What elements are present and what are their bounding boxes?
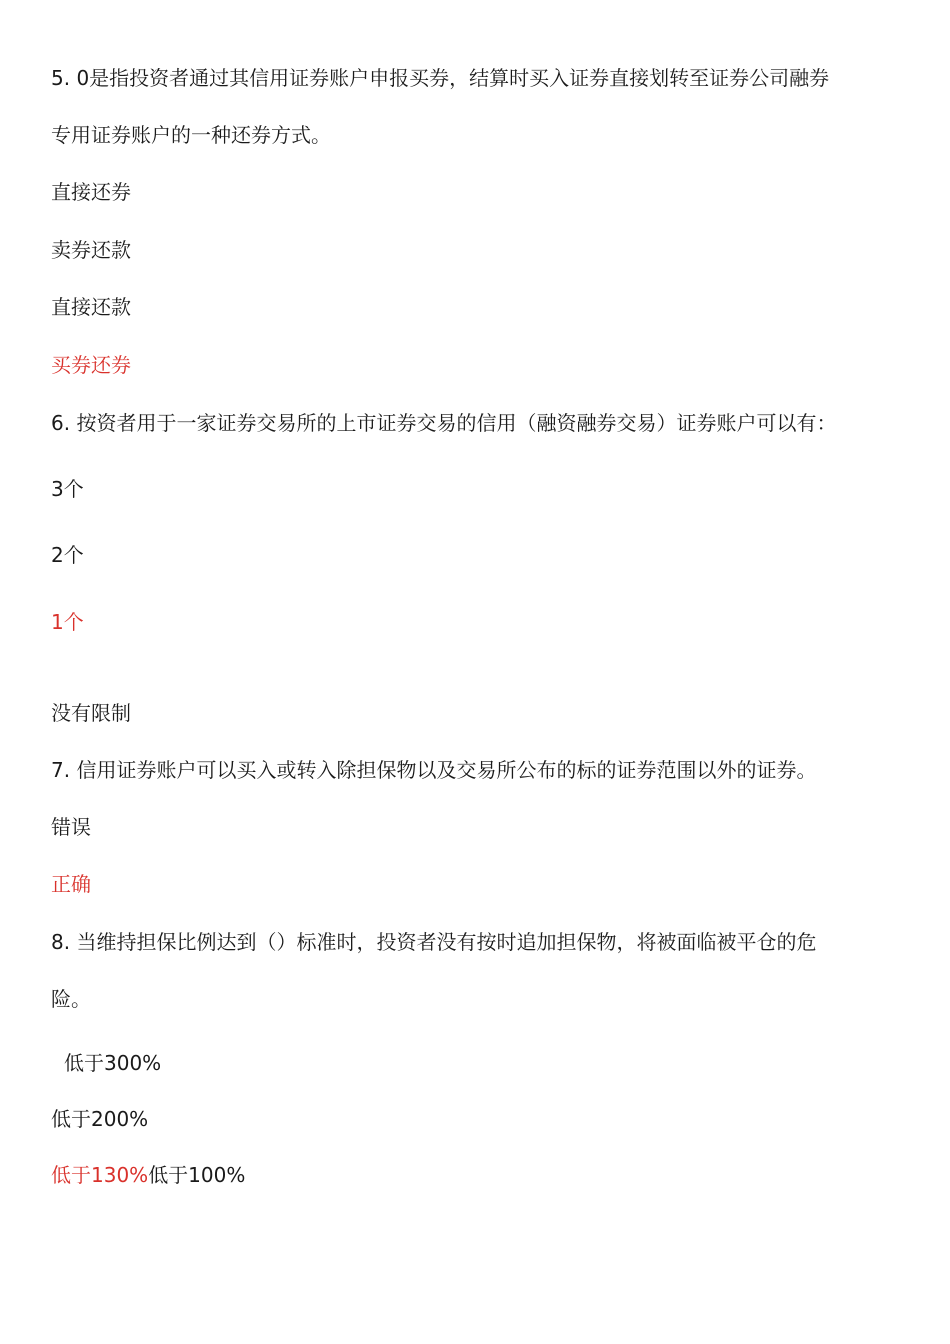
question-prompt-continued: 险。: [51, 987, 91, 1011]
question-prompt-continued: 专用证券账户的一种还券方式。: [51, 123, 331, 147]
option-text: 2个: [51, 543, 84, 567]
correct-answer-option: 低于130%: [51, 1163, 149, 1187]
correct-answer-option: 买券还券: [51, 353, 131, 377]
question-prompt: 5. 0是指投资者通过其信用证券账户申报买券，结算时买入证券直接划转至证券公司融券: [51, 66, 830, 90]
correct-answer-option: 正确: [51, 872, 91, 896]
question-prompt: 6. 按资者用于一家证券交易所的上市证券交易的信用（融资融券交易）证券账户可以有：: [51, 411, 837, 435]
question-prompt: 8. 当维持担保比例达到（）标准时，投资者没有按时追加担保物，将被面临被平仓的危: [51, 930, 817, 954]
question-prompt: 7. 信用证券账户可以买入或转入除担保物以及交易所公布的标的证券范围以外的证券。: [51, 758, 817, 782]
option-text: 低于100%: [148, 1163, 246, 1187]
option-text: 直接还款: [51, 295, 131, 319]
option-text: 低于200%: [51, 1107, 149, 1131]
option-text: 3个: [51, 477, 84, 501]
correct-answer-option: 1个: [51, 610, 84, 634]
option-text: 错误: [51, 815, 91, 839]
option-row: [51, 1163, 245, 1187]
option-text: 卖券还款: [51, 238, 131, 262]
option-text: 低于300%: [64, 1051, 162, 1075]
option-text: 直接还券: [51, 180, 131, 204]
option-text: 没有限制: [51, 701, 131, 725]
